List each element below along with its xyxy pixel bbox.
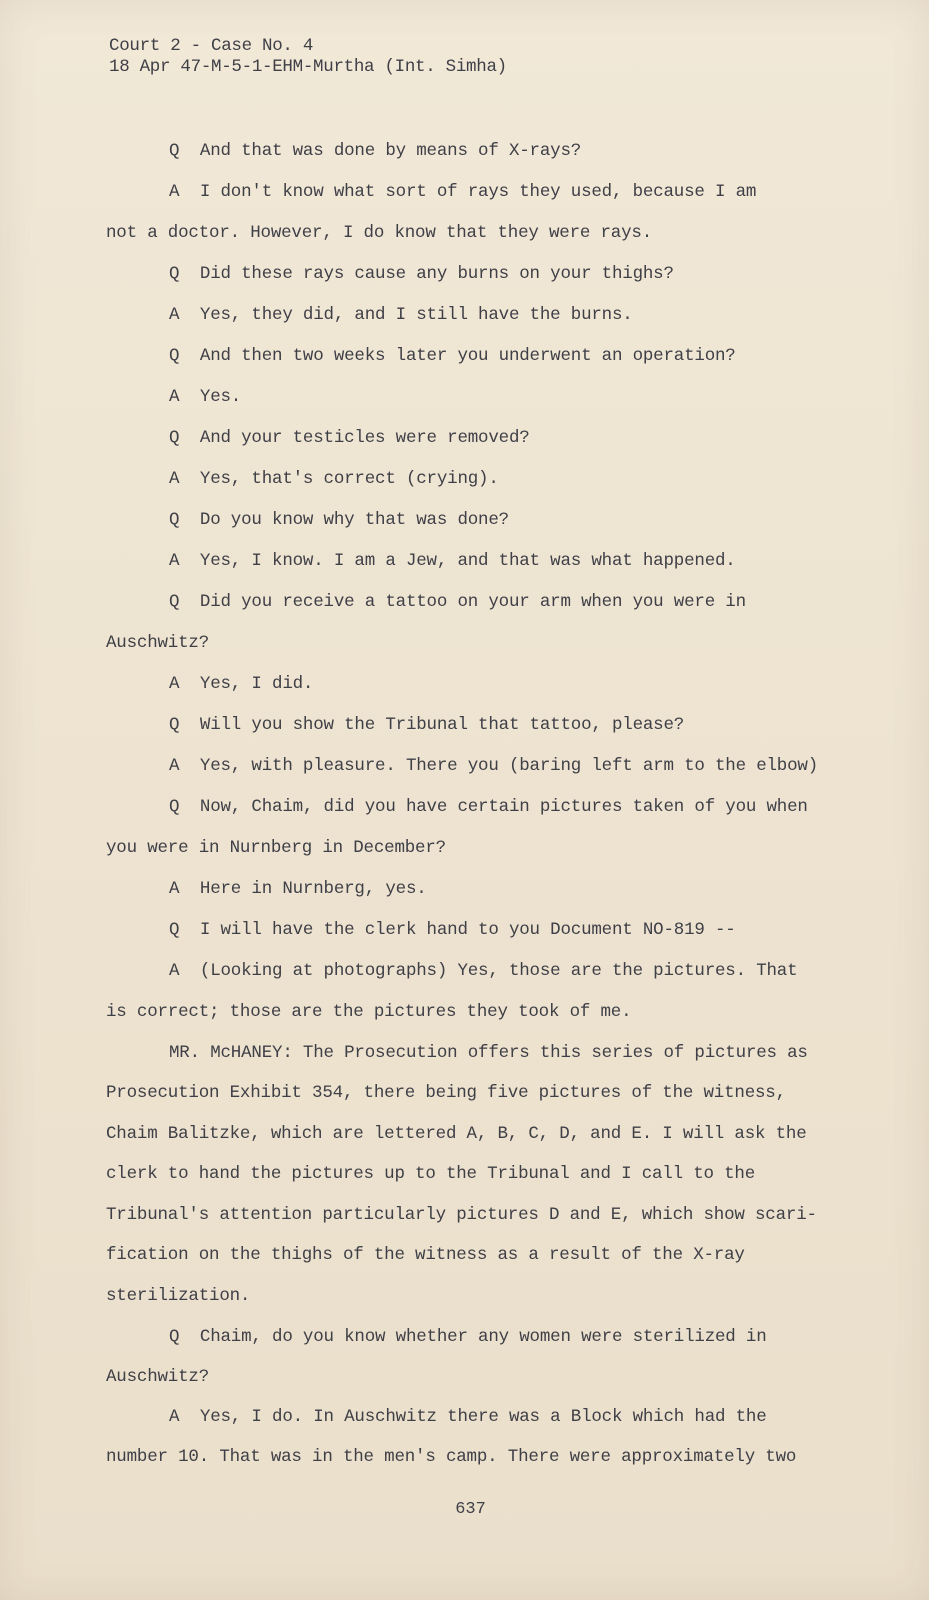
transcript-line: not a doctor. However, I do know that they were rays. <box>106 223 652 243</box>
page-number: 637 <box>455 1500 486 1519</box>
session-reference: 18 Apr 47-M-5-1-EHM-Murtha (Int. Simha) <box>109 57 507 77</box>
transcript-line: MR. McHANEY: The Prosecution offers this series of pictures as <box>169 1043 808 1063</box>
transcript-line: Tribunal's attention particularly pictures D and E, which show scari- <box>106 1205 817 1225</box>
transcript-line: A Yes, with pleasure. There you (baring left arm to the elbow) <box>169 756 819 776</box>
transcript-line: Q Do you know why that was done? <box>169 510 509 530</box>
transcript-line: Q Did you receive a tattoo on your arm when you were in <box>169 592 746 612</box>
transcript-line: clerk to hand the pictures up to the Tribunal and I call to the <box>106 1164 756 1184</box>
transcript-line: Prosecution Exhibit 354, there being five pictures of the witness, <box>106 1083 786 1103</box>
transcript-line: A Yes, they did, and I still have the burns. <box>169 305 633 325</box>
transcript-line: Q I will have the clerk hand to you Document NO-819 -- <box>169 920 736 940</box>
transcript-line: A (Looking at photographs) Yes, those are the pictures. That <box>169 961 798 981</box>
transcript-line: A Here in Nurnberg, yes. <box>169 879 427 899</box>
transcript-line: A Yes, I do. In Auschwitz there was a Block which had the <box>169 1407 767 1427</box>
transcript-line: number 10. That was in the men's camp. There were approximately two <box>106 1447 797 1467</box>
transcript-line: Q Did these rays cause any burns on your thighs? <box>169 264 674 284</box>
transcript-line: Auschwitz? <box>106 1367 210 1387</box>
transcript-line: Q And that was done by means of X-rays? <box>169 141 582 161</box>
transcript-line: Q Chaim, do you know whether any women were sterilized in <box>169 1327 767 1347</box>
transcript-line: A I don't know what sort of rays they used, because I am <box>169 182 757 202</box>
case-reference: Court 2 - Case No. 4 <box>109 36 314 56</box>
transcript-line: A Yes, I know. I am a Jew, and that was what happened. <box>169 551 736 571</box>
transcript-line: Q Now, Chaim, did you have certain pictures taken of you when <box>169 797 808 817</box>
transcript-line: Q Will you show the Tribunal that tattoo, please? <box>169 715 685 735</box>
transcript-line: Chaim Balitzke, which are lettered A, B, C, D, and E. I will ask the <box>106 1124 807 1144</box>
transcript-line: is correct; those are the pictures they took of me. <box>106 1002 632 1022</box>
transcript-line: A Yes, I did. <box>169 674 314 694</box>
transcript-line: A Yes. <box>169 387 242 407</box>
transcript-line: A Yes, that's correct (crying). <box>169 469 499 489</box>
transcript-line: you were in Nurnberg in December? <box>106 838 446 858</box>
transcript-line: fication on the thighs of the witness as a result of the X-ray <box>106 1245 745 1265</box>
document-header <box>109 36 507 78</box>
transcript-line: sterilization. <box>106 1286 251 1306</box>
transcript-line: Q And then two weeks later you underwent an operation? <box>169 346 736 366</box>
transcript-line: Q And your testicles were removed? <box>169 428 530 448</box>
transcript-line: Auschwitz? <box>106 633 210 653</box>
